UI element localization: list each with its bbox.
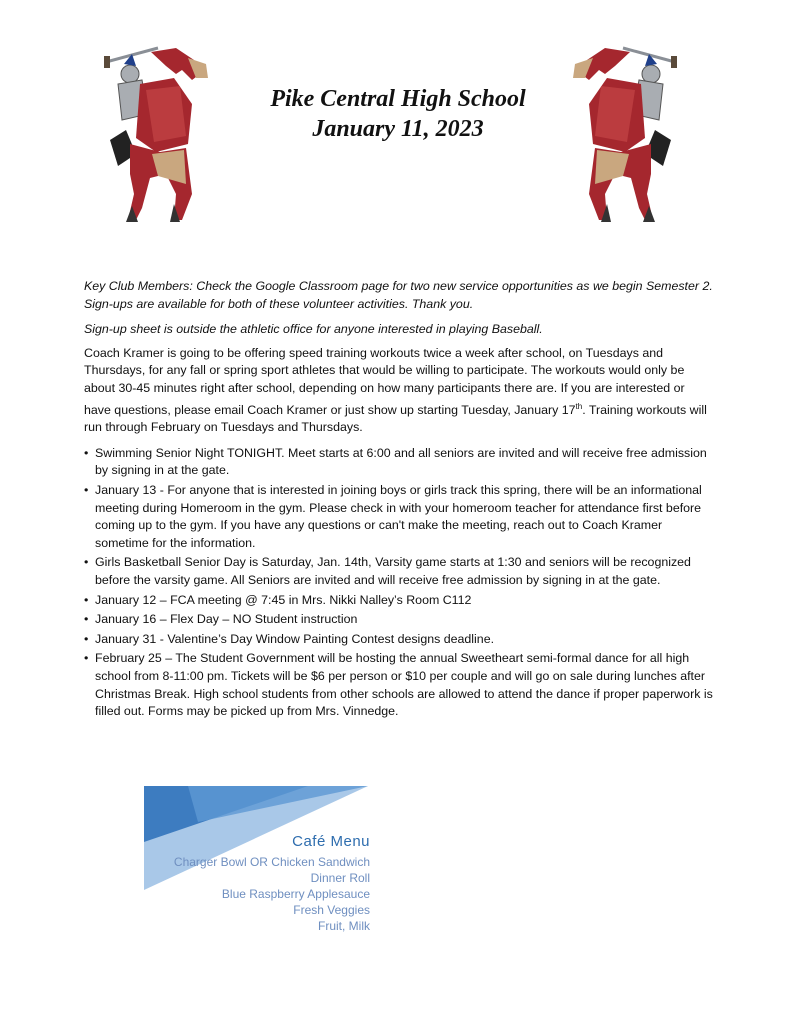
key-club-announcement: Key Club Members: Check the Google Classroom page for two new service opportunities as we begin Semester 2. Sign-ups are available for both of these volunteer activities. Thank you. [84,279,713,311]
newsletter-date: January 11, 2023 [312,116,484,142]
announcements [84,278,714,723]
speed-training-text: Coach Kramer is going to be offering speed training workouts twice a week after school, on Tuesdays and Thursdays, for any fall or spring sport athletes that would be willing to participate. The workouts would only be about 30-45 minutes right after school, depending on how many participants there are. If you are interested or have questions, please email Coach Kramer or just show up starting Tuesday, January 17 [84,345,685,417]
knight-on-horse-icon [96,44,216,224]
knight-logo-left [96,44,216,224]
baseball-announcement: Sign-up sheet is outside the athletic office for anyone interested in playing Baseball. [84,322,543,337]
cafe-menu [150,834,370,934]
menu-item: Blue Raspberry Applesauce [221,887,370,901]
list-item: • January 12 – FCA meeting @ 7:45 in Mrs. Nikki Nalley’s Room C112 [84,592,714,610]
list-item: • Swimming Senior Night TONIGHT. Meet starts at 6:00 and all seniors are invited and will receive free admission by signing in at the gate. [84,445,714,480]
school-name: Pike Central High School [270,86,526,112]
list-item: • Girls Basketball Senior Day is Saturday, Jan. 14th, Varsity game starts at 1:30 and seniors will be recognized before the varsity game. All Seniors are invited and will receive free admission by signing in at the gate. [84,554,714,589]
page-title [200,84,596,144]
speed-training-text-end: . Training workouts will run through February on Tuesdays and Thursdays. [84,402,707,435]
menu-item: Dinner Roll [310,871,370,885]
menu-item: Charger Bowl OR Chicken Sandwich [173,855,370,869]
ordinal-suffix: th [575,401,583,411]
announcement-list [84,445,714,721]
menu-item: Fresh Veggies [293,903,370,917]
speed-training-announcement [84,345,714,437]
list-item: • January 16 – Flex Day – NO Student instruction [84,611,714,629]
list-item: • January 13 - For anyone that is interested in joining boys or girls track this spring, there will be an informational meeting during Homeroom in the gym. Please check in with your homeroom teacher for attendance first before coming up to the gym. If you have any questions or can't make the meeting, reach out to Coach Kramer sometime for the information. [84,482,714,552]
menu-item: Fruit, Milk [318,919,370,933]
list-item: • January 31 - Valentine’s Day Window Painting Contest designs deadline. [84,631,714,649]
list-item: • February 25 – The Student Government will be hosting the annual Sweetheart semi-formal dance for all high school from 8-11:00 pm. Tickets will be $6 per person or $10 per couple and will go on sale during lunches after Christmas Break. High school students from other schools are allowed to attend the dance if proper paperwork is filled out. Forms may be picked up from Mrs. Vinnedge. [84,650,714,720]
cafe-menu-title: Café Menu [292,833,370,850]
